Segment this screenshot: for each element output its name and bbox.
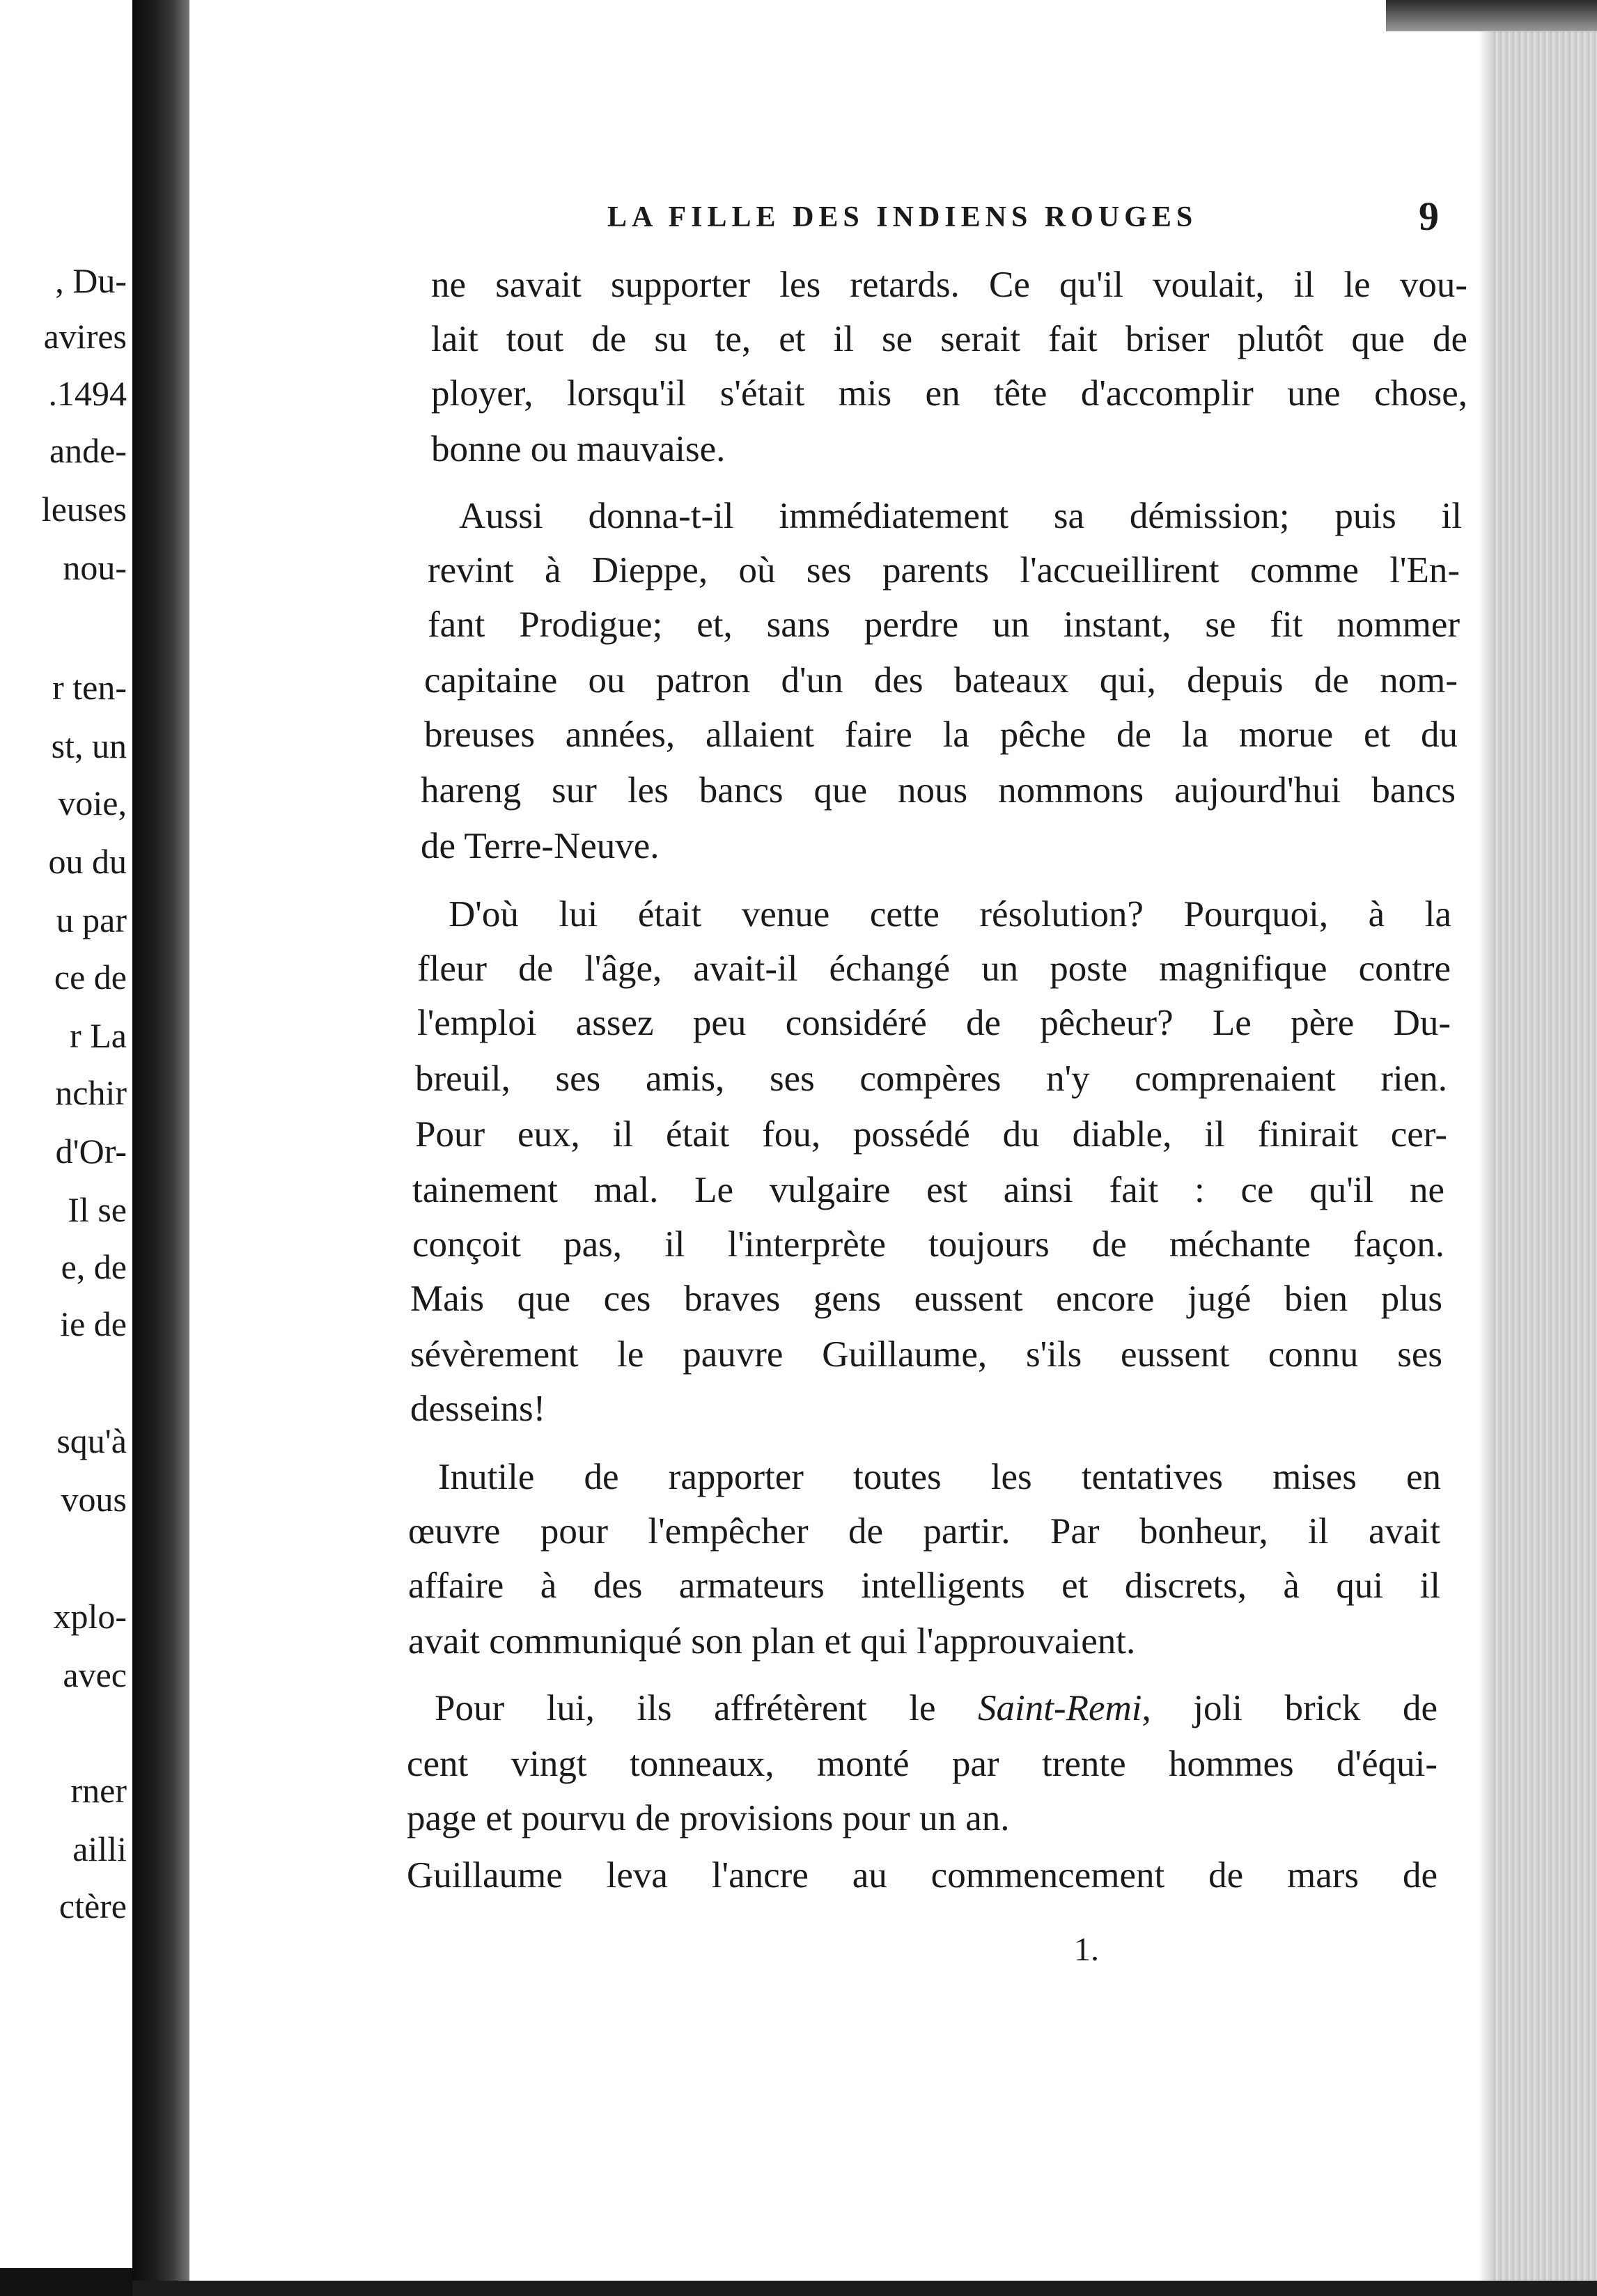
bottom-edge-shadow	[132, 2281, 1597, 2296]
text-line: page et pourvu de provisions pour un an.	[407, 1798, 1010, 1838]
left-line: ie de	[60, 1304, 127, 1343]
left-line: r ten-	[52, 668, 127, 707]
left-line: st, un	[51, 726, 127, 765]
left-line: vous	[61, 1480, 127, 1519]
main-page	[189, 0, 1490, 2281]
text-line: ployer, lorsqu'il s'était mis en tête d'accomplir une chose,	[431, 373, 1467, 414]
left-line: leuses	[41, 490, 127, 529]
left-line: xplo-	[53, 1597, 127, 1636]
text-line: breuil, ses amis, ses compères n'y comprenaient rien.	[415, 1059, 1447, 1099]
left-line: d'Or-	[55, 1132, 127, 1171]
page-number: 9	[1419, 194, 1439, 239]
left-line: r La	[70, 1016, 127, 1055]
left-line: u par	[56, 900, 127, 939]
left-page-fragment	[0, 0, 132, 2296]
signature-mark: 1.	[1074, 1931, 1099, 1968]
text-line: cent vingt tonneaux, monté par trente hommes d'équi-	[407, 1744, 1438, 1784]
left-line: voie,	[58, 783, 127, 822]
left-line: Il se	[68, 1190, 127, 1229]
left-line: rner	[70, 1771, 127, 1810]
text-line: Inutile de rapporter toutes les tentatives mises en	[438, 1457, 1441, 1497]
left-line: ou du	[48, 842, 127, 881]
text-line: tainement mal. Le vulgaire est ainsi fait : ce qu'il ne	[412, 1170, 1444, 1210]
text-line: Aussi donna-t-il immédiatement sa démission; puis il	[459, 496, 1462, 536]
left-line: , Du-	[55, 261, 127, 300]
left-line: .1494	[48, 374, 127, 413]
text-line: Mais que ces braves gens eussent encore jugé bien plus	[410, 1279, 1442, 1319]
text-line: Pour lui, ils affrétèrent le Saint-Remi, joli brick de	[435, 1688, 1438, 1728]
text-line: de Terre-Neuve.	[421, 826, 660, 866]
text-line: bonne ou mauvaise.	[431, 429, 726, 469]
text-line: Guillaume leva l'ancre au commencement de mars de	[407, 1855, 1438, 1896]
ship-name: Saint-Remi	[978, 1688, 1142, 1728]
text-line: capitaine ou patron d'un des bateaux qui, depuis de nom-	[424, 660, 1458, 701]
left-line: ce de	[54, 958, 127, 997]
left-line: ailli	[72, 1829, 127, 1868]
left-line: e, de	[61, 1247, 127, 1286]
text-line: fleur de l'âge, avait-il échangé un poste magnifique contre	[417, 948, 1451, 989]
text-line: conçoit pas, il l'interprète toujours de méchante façon.	[412, 1224, 1444, 1265]
left-line: ctère	[59, 1887, 127, 1926]
page-fore-edge	[1493, 0, 1597, 2296]
text-line: hareng sur les bancs que nous nommons aujourd'hui bancs	[421, 770, 1456, 811]
left-line: nou-	[63, 548, 127, 587]
text-line: desseins!	[410, 1389, 546, 1429]
left-line: ande-	[49, 431, 127, 470]
text-line: œuvre pour l'empêcher de partir. Par bonheur, il avait	[408, 1511, 1440, 1552]
top-edge-shadow	[1386, 0, 1597, 31]
left-line: nchir	[55, 1073, 127, 1112]
text-line: l'emploi assez peu considéré de pêcheur? Le père Du-	[417, 1003, 1451, 1043]
text-line: fant Prodigue; et, sans perdre un instant, se fit nommer	[428, 604, 1460, 645]
left-line: squ'à	[56, 1421, 127, 1460]
left-line: avec	[63, 1655, 127, 1694]
book-gutter	[132, 0, 189, 2296]
left-line: avires	[43, 317, 127, 356]
text-line: sévèrement le pauvre Guillaume, s'ils eussent connu ses	[410, 1334, 1442, 1375]
text-line: affaire à des armateurs intelligents et discrets, à qui il	[408, 1565, 1440, 1606]
text-line: Pour eux, il était fou, possédé du diable, il finirait cer-	[415, 1114, 1447, 1155]
running-head	[419, 196, 1464, 238]
text-line: ne savait supporter les retards. Ce qu'il voulait, il le vou-	[431, 265, 1467, 305]
running-title: LA FILLE DES INDIENS ROUGES	[607, 201, 1198, 233]
text-line: lait tout de su te, et il se serait fait briser plutôt que de	[431, 319, 1467, 359]
text-line: revint à Dieppe, où ses parents l'accueillirent comme l'En-	[428, 550, 1460, 591]
text-line: breuses années, allaient faire la pêche de la morue et du	[424, 714, 1458, 755]
text-line: D'où lui était venue cette résolution? Pourquoi, à la	[449, 894, 1451, 935]
text-line: avait communiqué son plan et qui l'approuvaient.	[408, 1621, 1136, 1662]
